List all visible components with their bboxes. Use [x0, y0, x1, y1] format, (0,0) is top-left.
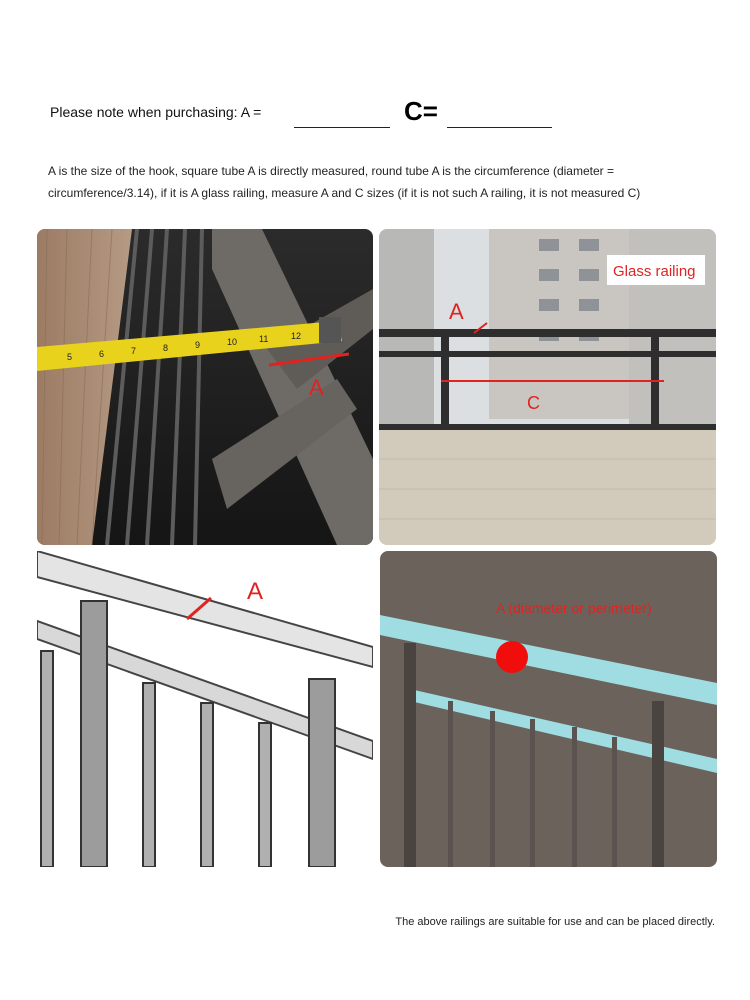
tape-number: 8 — [163, 343, 169, 353]
diameter-label: A (diameter or perimeter) — [496, 600, 652, 616]
tape-number: 10 — [227, 337, 238, 347]
tape-number: 12 — [291, 331, 302, 341]
footer-note: The above railings are suitable for use and can be placed directly. — [395, 916, 715, 928]
tape-number: 5 — [67, 352, 73, 362]
a-size-blank-line — [294, 127, 390, 128]
label-c: C — [527, 393, 540, 413]
label-a: A — [449, 299, 464, 324]
photo-tape-measure-railing — [37, 229, 373, 545]
tape-number: 6 — [99, 349, 105, 359]
glass-railing-title: Glass railing — [613, 263, 696, 280]
photo-glass-railing — [379, 229, 716, 545]
drawing-railing — [37, 551, 373, 867]
tape-number: 7 — [131, 346, 137, 356]
tape-number: 9 — [195, 340, 201, 350]
c-size-blank-line — [447, 127, 552, 128]
label-a: A — [247, 578, 264, 605]
photo-round-tube-railing — [380, 551, 717, 867]
purchase-note-heading: Please note when purchasing: A = — [50, 104, 262, 120]
tape-number: 11 — [259, 334, 269, 344]
label-a: A — [309, 375, 324, 400]
c-size-label: C= — [404, 96, 438, 126]
measurement-description: A is the size of the hook, square tube A is directly measured, round tube A is the circumference (diameter = circumference/3.14), if it is A glass railing, measure A and C sizes (if it is not such A railing, it is not measured C) — [48, 164, 641, 200]
